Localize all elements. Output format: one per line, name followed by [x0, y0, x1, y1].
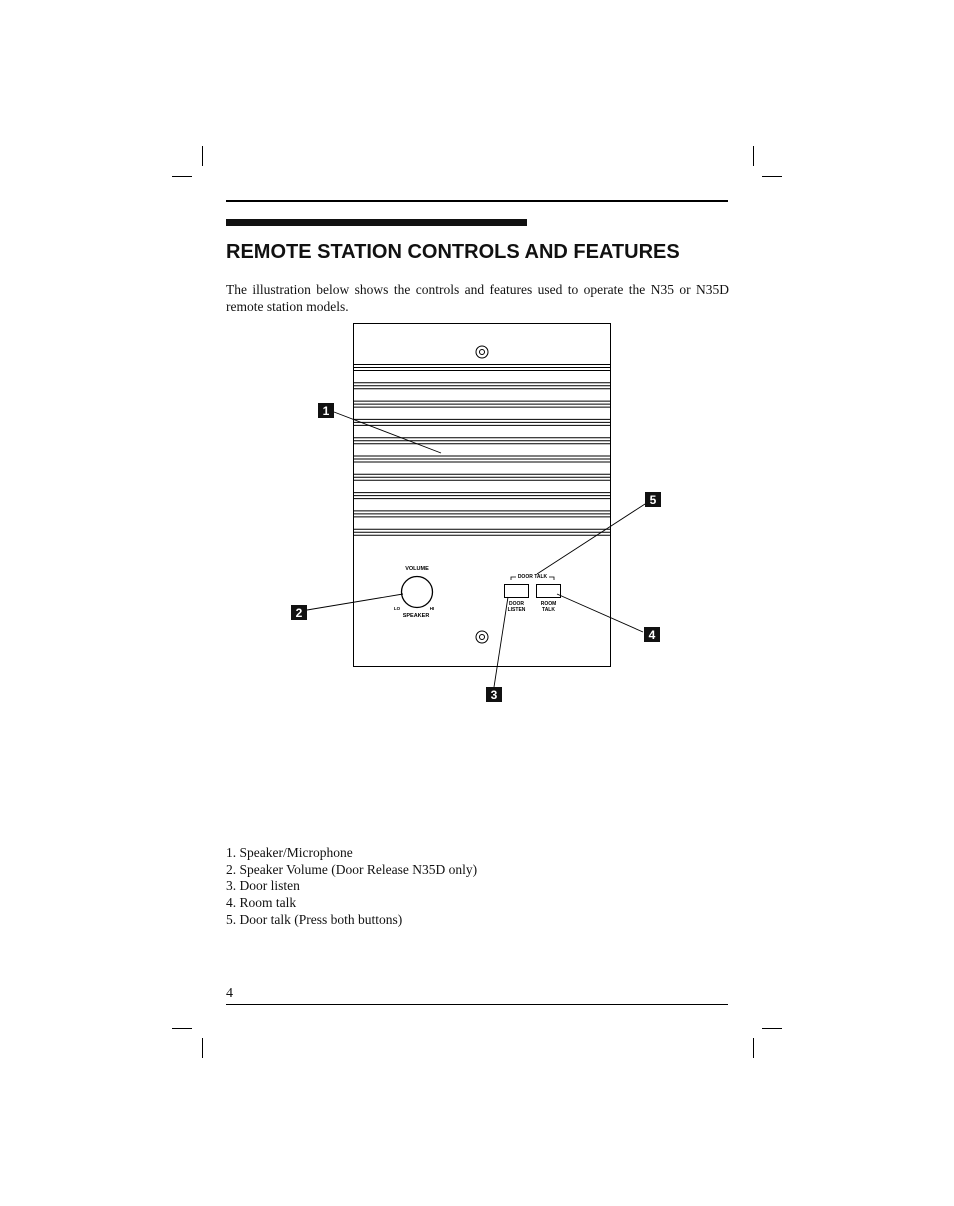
legend-item: 2. Speaker Volume (Door Release N35D only) — [226, 861, 478, 877]
section-title: REMOTE STATION CONTROLS AND FEATURES — [226, 241, 680, 263]
legend-item: 4. Room talk — [226, 895, 297, 911]
room-talk-label-line2: TALK — [542, 607, 555, 613]
lo-label: LO — [393, 606, 401, 611]
room-talk-button — [537, 585, 561, 598]
svg-text:3: 3 — [490, 688, 498, 702]
door-talk-label: DOOR TALK — [517, 574, 548, 580]
callout-4 — [644, 627, 660, 642]
hi-label: HI — [429, 606, 435, 611]
callout-3 — [486, 687, 502, 702]
door-listen-label-line2: LISTEN — [507, 607, 526, 613]
station-housing — [354, 324, 611, 667]
legend-item: 5. Door talk (Press both buttons) — [226, 911, 403, 927]
legend-item: 1. Speaker/Microphone — [226, 845, 353, 860]
svg-text:2: 2 — [295, 606, 303, 620]
crop-mark — [202, 1038, 203, 1058]
footer-rule — [226, 1004, 728, 1005]
page-number: 4 — [226, 986, 233, 1001]
crop-mark — [762, 1028, 782, 1029]
speaker-label: SPEAKER — [402, 613, 430, 619]
intro-paragraph: The illustration below shows the controls and features used to operate the N35 or N35D remote station models. — [226, 282, 729, 314]
legend-item: 3. Door listen — [226, 878, 300, 894]
callout-1 — [318, 403, 334, 418]
volume-label: VOLUME — [405, 566, 429, 572]
callout-2 — [291, 605, 307, 620]
room-talk-label-line1: ROOM — [540, 601, 557, 607]
door-listen-button — [505, 585, 529, 598]
crop-mark — [172, 1028, 192, 1029]
volume-knob-icon — [402, 577, 433, 608]
svg-text:1: 1 — [322, 404, 330, 418]
feature-legend — [226, 845, 477, 929]
crop-mark — [753, 1038, 754, 1058]
svg-text:4: 4 — [648, 628, 656, 642]
door-listen-label-line1: DOOR — [509, 601, 524, 607]
svg-text:5: 5 — [649, 493, 657, 507]
callout-5 — [645, 492, 661, 507]
